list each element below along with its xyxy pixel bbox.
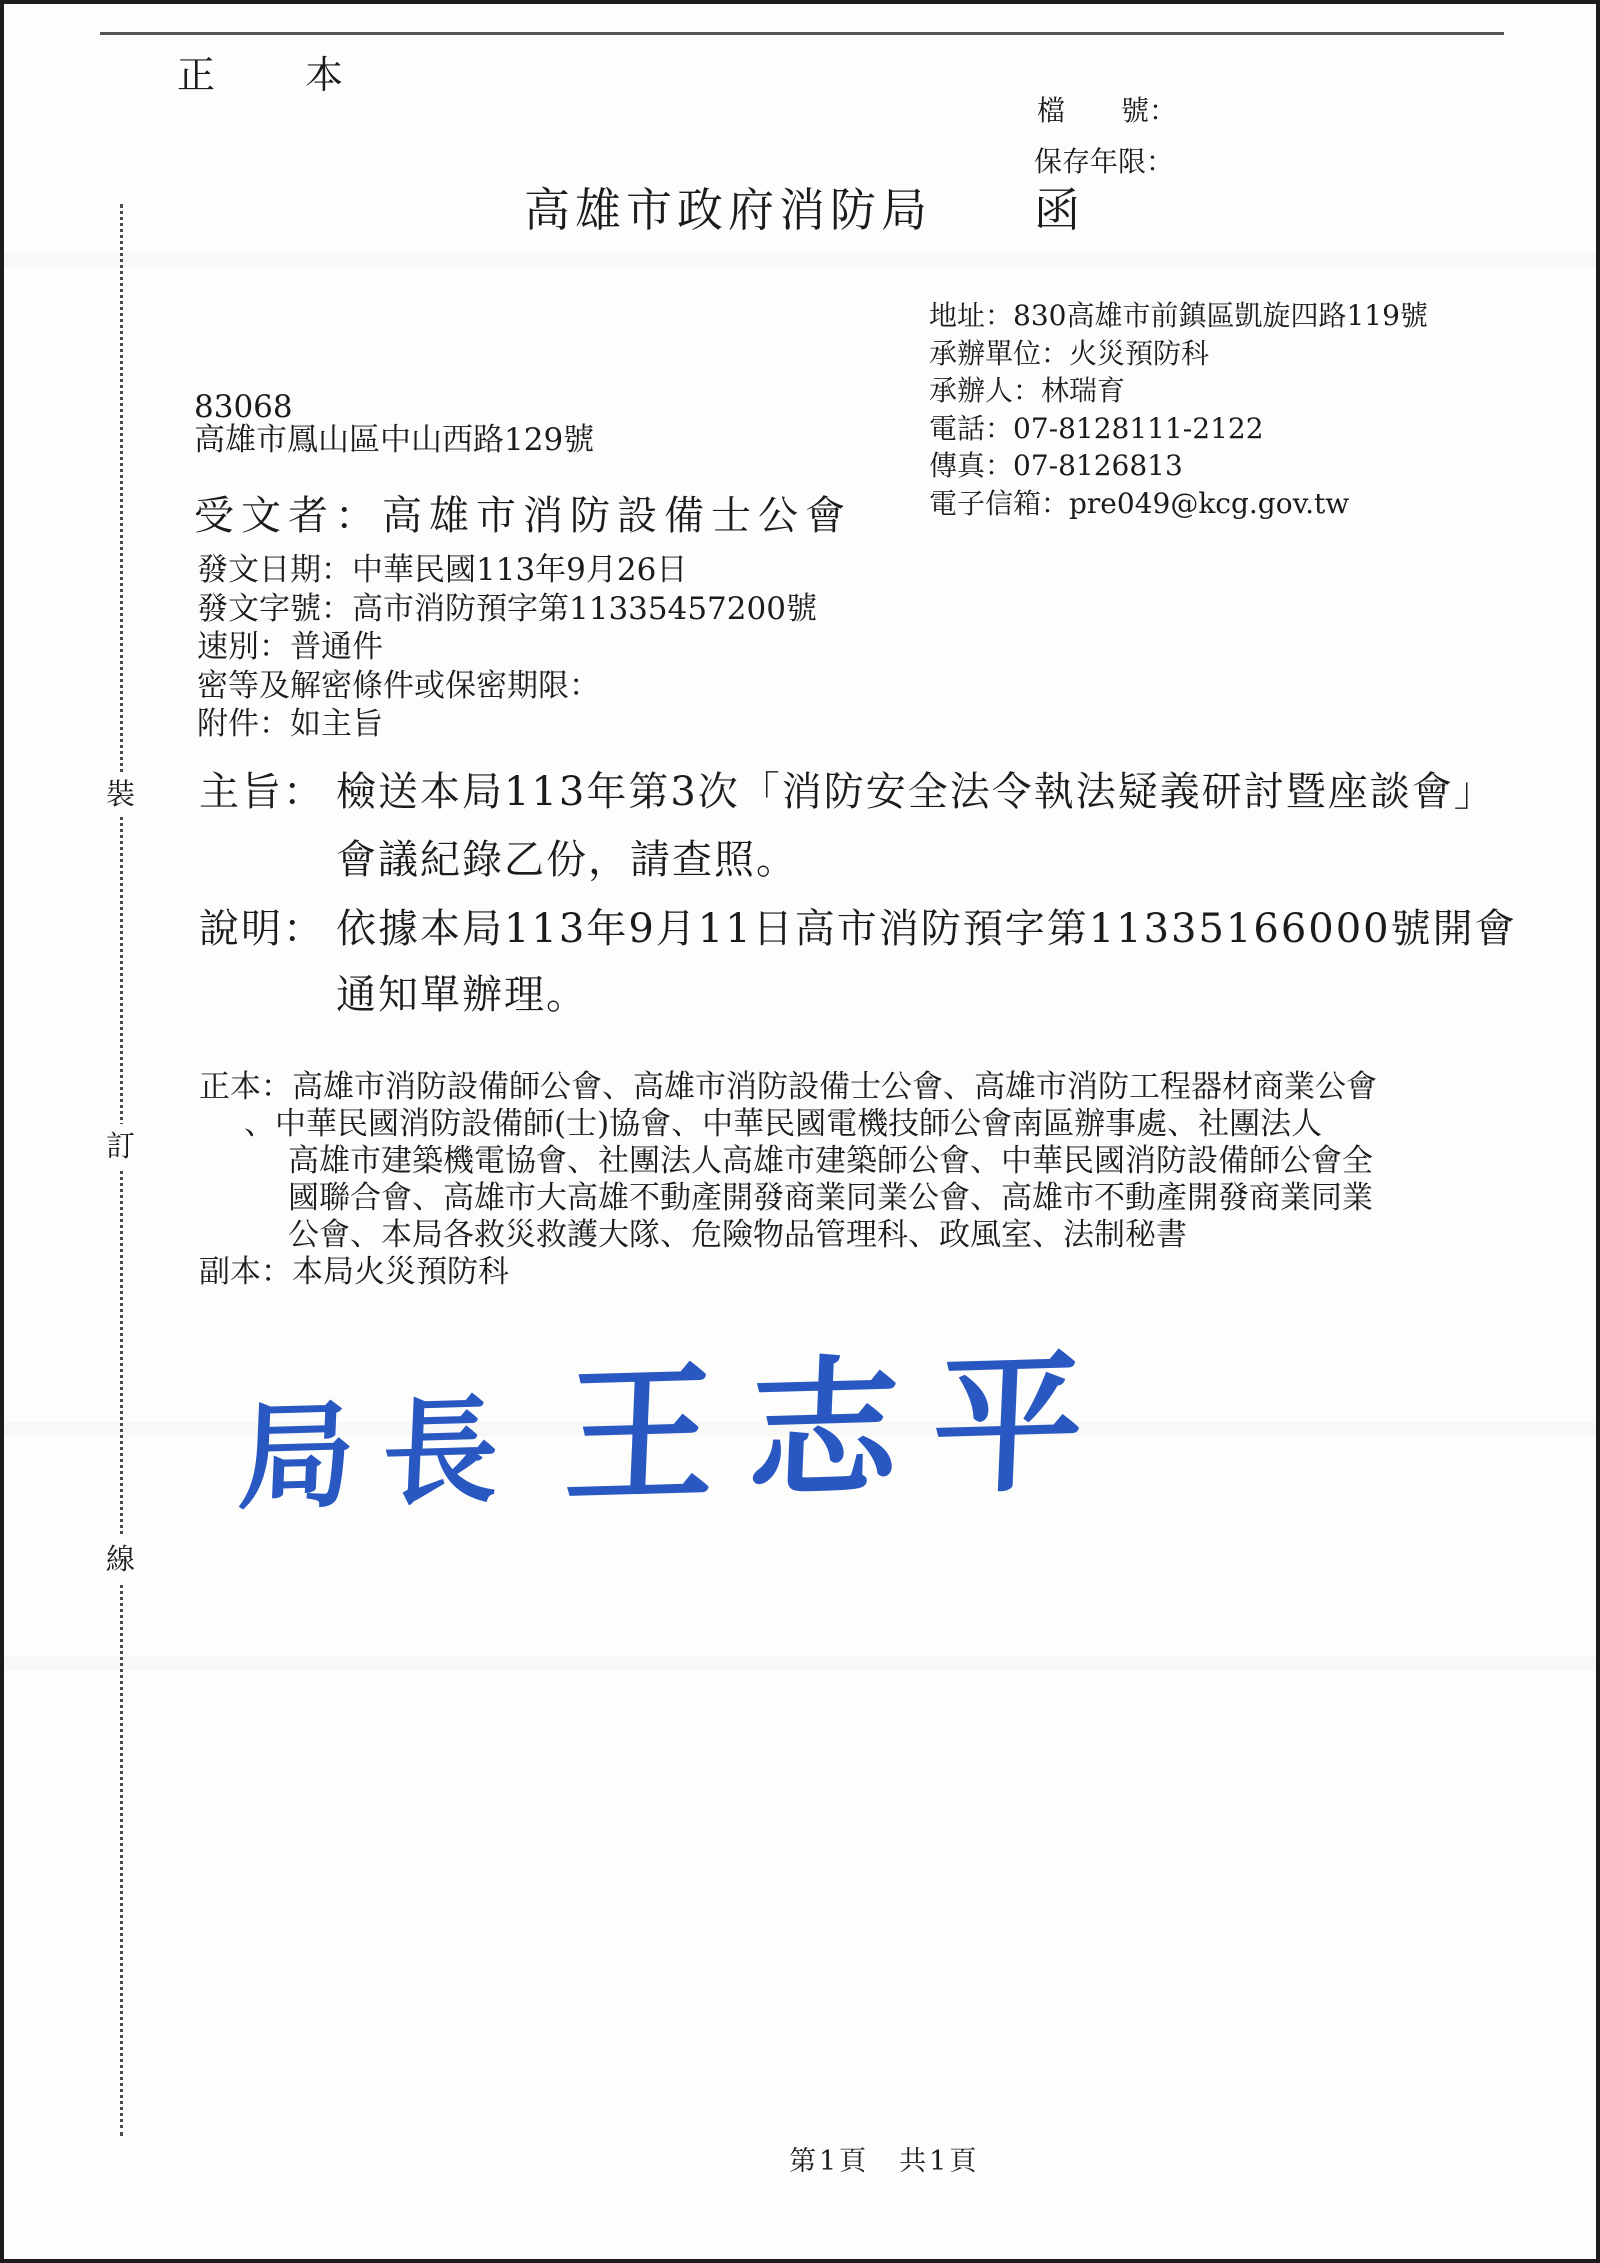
scan-noise-band <box>4 252 1596 268</box>
copy-recipients-line: 副本：本局火災預防科 <box>199 1254 509 1290</box>
recipient-zip: 83068 <box>194 389 293 425</box>
sender-fax: 傳真：07-8126813 <box>929 449 1183 482</box>
copy-type-label: 正 本 <box>177 53 370 97</box>
explanation-text-line2: 通知單辦理。 <box>336 972 588 1018</box>
subject-label: 主旨： <box>199 769 325 815</box>
original-recipients-label: 正本： <box>199 1069 292 1105</box>
recipient-line: 受文者：高雄市消防設備士公會 <box>194 493 852 539</box>
original-recipients-line: 公會、本局各救災救護大隊、危險物品管理科、政風室、法制秘書 <box>288 1217 1187 1253</box>
subject-text-line2: 會議紀錄乙份，請查照。 <box>336 837 798 883</box>
chief-signature <box>235 1333 1121 1527</box>
binding-mark-xian: 線 <box>104 1537 137 1582</box>
recipient-address: 高雄市鳳山區中山西路129號 <box>194 422 595 458</box>
original-recipients-line: 、中華民國消防設備師(士)協會、中華民國電機技師公會南區辦事處、社團法人 <box>244 1106 1323 1142</box>
issue-date: 發文日期：中華民國113年9月26日 <box>197 552 688 588</box>
binding-mark-ding: 訂 <box>104 1124 137 1169</box>
file-number-label: 檔 號： <box>1037 94 1178 127</box>
explanation-label: 說明： <box>199 906 325 952</box>
sender-contact-block <box>929 297 1428 522</box>
explanation-text-line1: 依據本局113年9月11日高市消防預字第11335166000號開會 <box>336 906 1517 952</box>
paper-edge-line <box>100 32 1504 35</box>
signature-name: 王志平 <box>561 1333 1121 1526</box>
retention-period-label: 保存年限： <box>1034 145 1175 178</box>
sender-unit: 承辦單位：火災預防科 <box>929 336 1210 370</box>
page-number-footer: 第1頁 共1頁 <box>789 2146 980 2177</box>
issue-number: 發文字號：高市消防預字第11335457200號 <box>197 590 817 627</box>
sender-person: 承辦人：林瑞育 <box>929 374 1126 407</box>
signature-title: 局長 <box>235 1382 530 1527</box>
scan-noise-band <box>4 1656 1596 1670</box>
sender-email: 電子信箱：pre049@kcg.gov.tw <box>929 486 1350 520</box>
speed-class: 速別：普通件 <box>197 629 383 665</box>
original-recipients-line: 高雄市建築機電協會、社團法人高雄市建築師公會、中華民國消防設備師公會全 <box>288 1143 1373 1179</box>
document-meta-block <box>197 551 817 744</box>
sender-address: 地址：830高雄市前鎮區凱旋四路119號 <box>929 299 1428 332</box>
original-recipients-line: 高雄市消防設備師公會、高雄市消防設備士公會、高雄市消防工程器材商業公會 <box>292 1069 1377 1105</box>
document-title: 高雄市政府消防局 函 <box>524 183 1085 237</box>
original-recipients-line: 國聯合會、高雄市大高雄不動產開發商業同業公會、高雄市不動產開發商業同業 <box>288 1180 1373 1216</box>
sender-phone: 電話：07-8128111-2122 <box>929 411 1264 445</box>
binding-dotted-line <box>120 204 123 2136</box>
binding-mark-zhuang: 裝 <box>104 772 137 817</box>
attachment-note: 附件：如主旨 <box>197 706 383 742</box>
subject-text-line1: 檢送本局113年第3次「消防安全法令執法疑義研討暨座談會」 <box>336 769 1496 815</box>
security-class: 密等及解密條件或保密期限： <box>197 667 600 704</box>
